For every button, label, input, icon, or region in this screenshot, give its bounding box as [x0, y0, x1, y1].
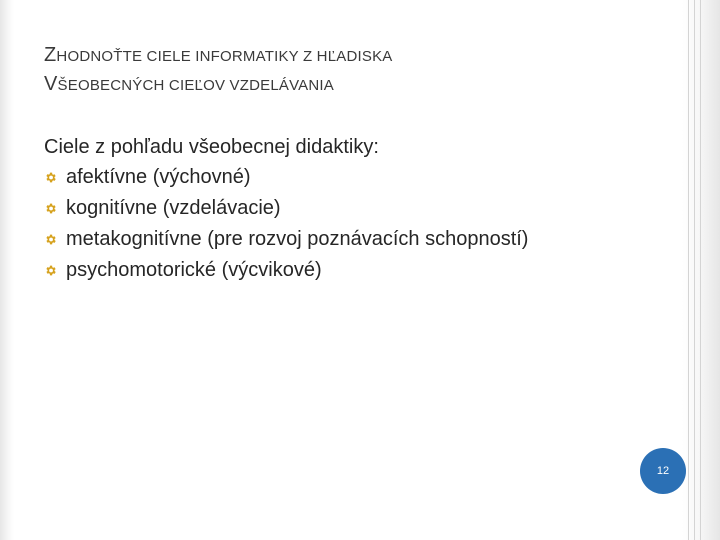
slide-body	[44, 133, 644, 287]
frame-line	[694, 0, 695, 540]
bullet-text: psychomotorické (výcvikové)	[66, 259, 322, 281]
list-item	[44, 163, 644, 192]
slide-title	[44, 45, 644, 103]
list-item	[44, 256, 644, 285]
gear-icon	[44, 264, 57, 277]
bullet-list	[44, 163, 644, 285]
title-line-2: VŠEOBECNÝCH CIEĽOV VZDELÁVANIA	[44, 73, 334, 95]
bullet-text: metakognitívne (pre rozvoj poznávacích schopností)	[66, 228, 529, 250]
frame-line	[700, 0, 701, 540]
title-line-1: ZHODNOŤTE CIELE INFORMATIKY Z HĽADISKA	[44, 44, 393, 66]
gear-icon	[44, 233, 57, 246]
list-item	[44, 225, 644, 254]
page-number: 12	[656, 465, 670, 477]
page-number-badge	[640, 448, 686, 494]
slide-frame-left	[0, 0, 14, 540]
list-item	[44, 194, 644, 223]
intro-text: Ciele z pohľadu všeobecnej didaktiky:	[44, 136, 379, 158]
frame-line	[688, 0, 689, 540]
gear-icon	[44, 171, 57, 184]
bullet-text: kognitívne (vzdelávacie)	[66, 197, 281, 219]
bullet-text: afektívne (výchovné)	[66, 166, 251, 188]
gear-icon	[44, 202, 57, 215]
